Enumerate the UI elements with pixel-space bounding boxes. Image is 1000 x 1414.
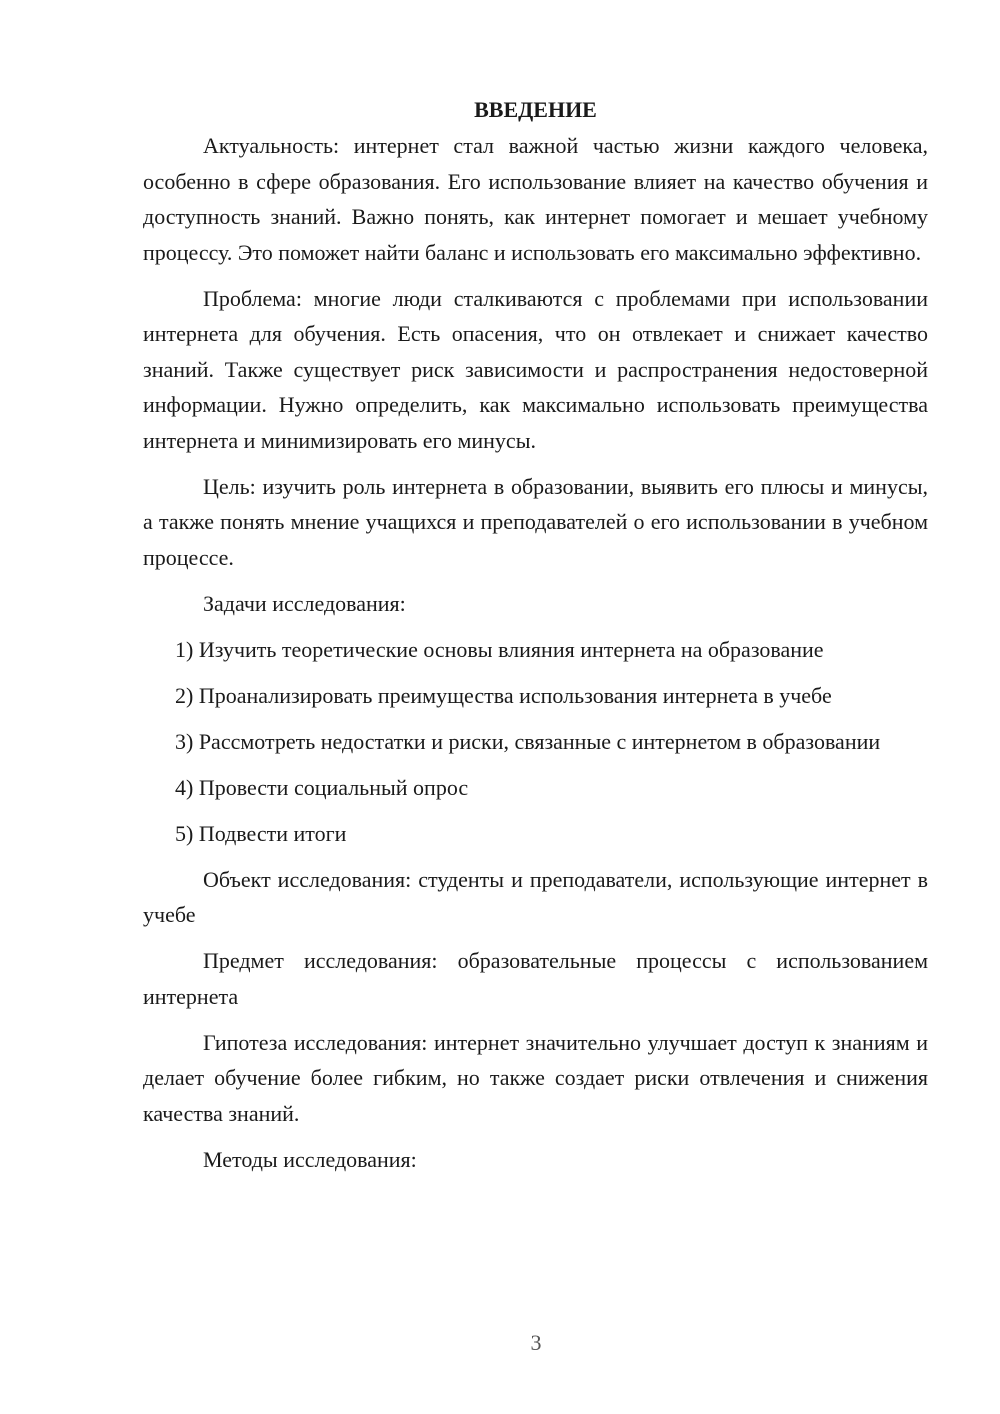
- object-paragraph: Объект исследования: студенты и преподаватели, использующие интернет в учебе: [143, 866, 928, 927]
- subject-paragraph: Предмет исследования: образовательные процессы с использованием интернета: [143, 948, 928, 1009]
- page-title: ВВЕДЕНИЕ: [474, 97, 597, 122]
- methods-heading: Методы исследования:: [203, 1146, 417, 1172]
- relevance-paragraph: Актуальность: интернет стал важной частью жизни каждого человека, особенно в сфере образования. Его использование влияет на качество обучения и доступность знаний. Важно понять, как интернет помогает и мешает учебному процессу. Это поможет найти баланс и использовать его максимально эффективно.: [143, 133, 928, 265]
- goal-paragraph: Цель: изучить роль интернета в образовании, выявить его плюсы и минусы, а также понять мнение учащихся и преподавателей о его использовании в учебном процессе.: [143, 473, 928, 570]
- tasks-heading: Задачи исследования:: [203, 590, 406, 616]
- task-item-5: 5) Подвести итоги: [175, 820, 347, 846]
- task-item-2: 2) Проанализировать преимущества использования интернета в учебе: [175, 682, 832, 708]
- hypothesis-paragraph: Гипотеза исследования: интернет значительно улучшает доступ к знаниям и делает обучение более гибким, но также создает риски отвлечения и снижения качества знаний.: [143, 1029, 928, 1126]
- task-item-1: 1) Изучить теоретические основы влияния интернета на образование: [175, 636, 824, 662]
- document-page: [143, 92, 928, 1188]
- task-item-3: 3) Рассмотреть недостатки и риски, связанные с интернетом в образовании: [175, 728, 881, 754]
- task-item-4: 4) Провести социальный опрос: [175, 774, 469, 800]
- problem-paragraph: Проблема: многие люди сталкиваются с проблемами при использовании интернета для обучения. Есть опасения, что он отвлекает и снижает качество знаний. Также существует риск зависимости и распространения недостоверной информации. Нужно определить, как максимально использовать преимущества интернета и минимизировать его минусы.: [143, 285, 928, 453]
- page-number: 3: [530, 1330, 542, 1355]
